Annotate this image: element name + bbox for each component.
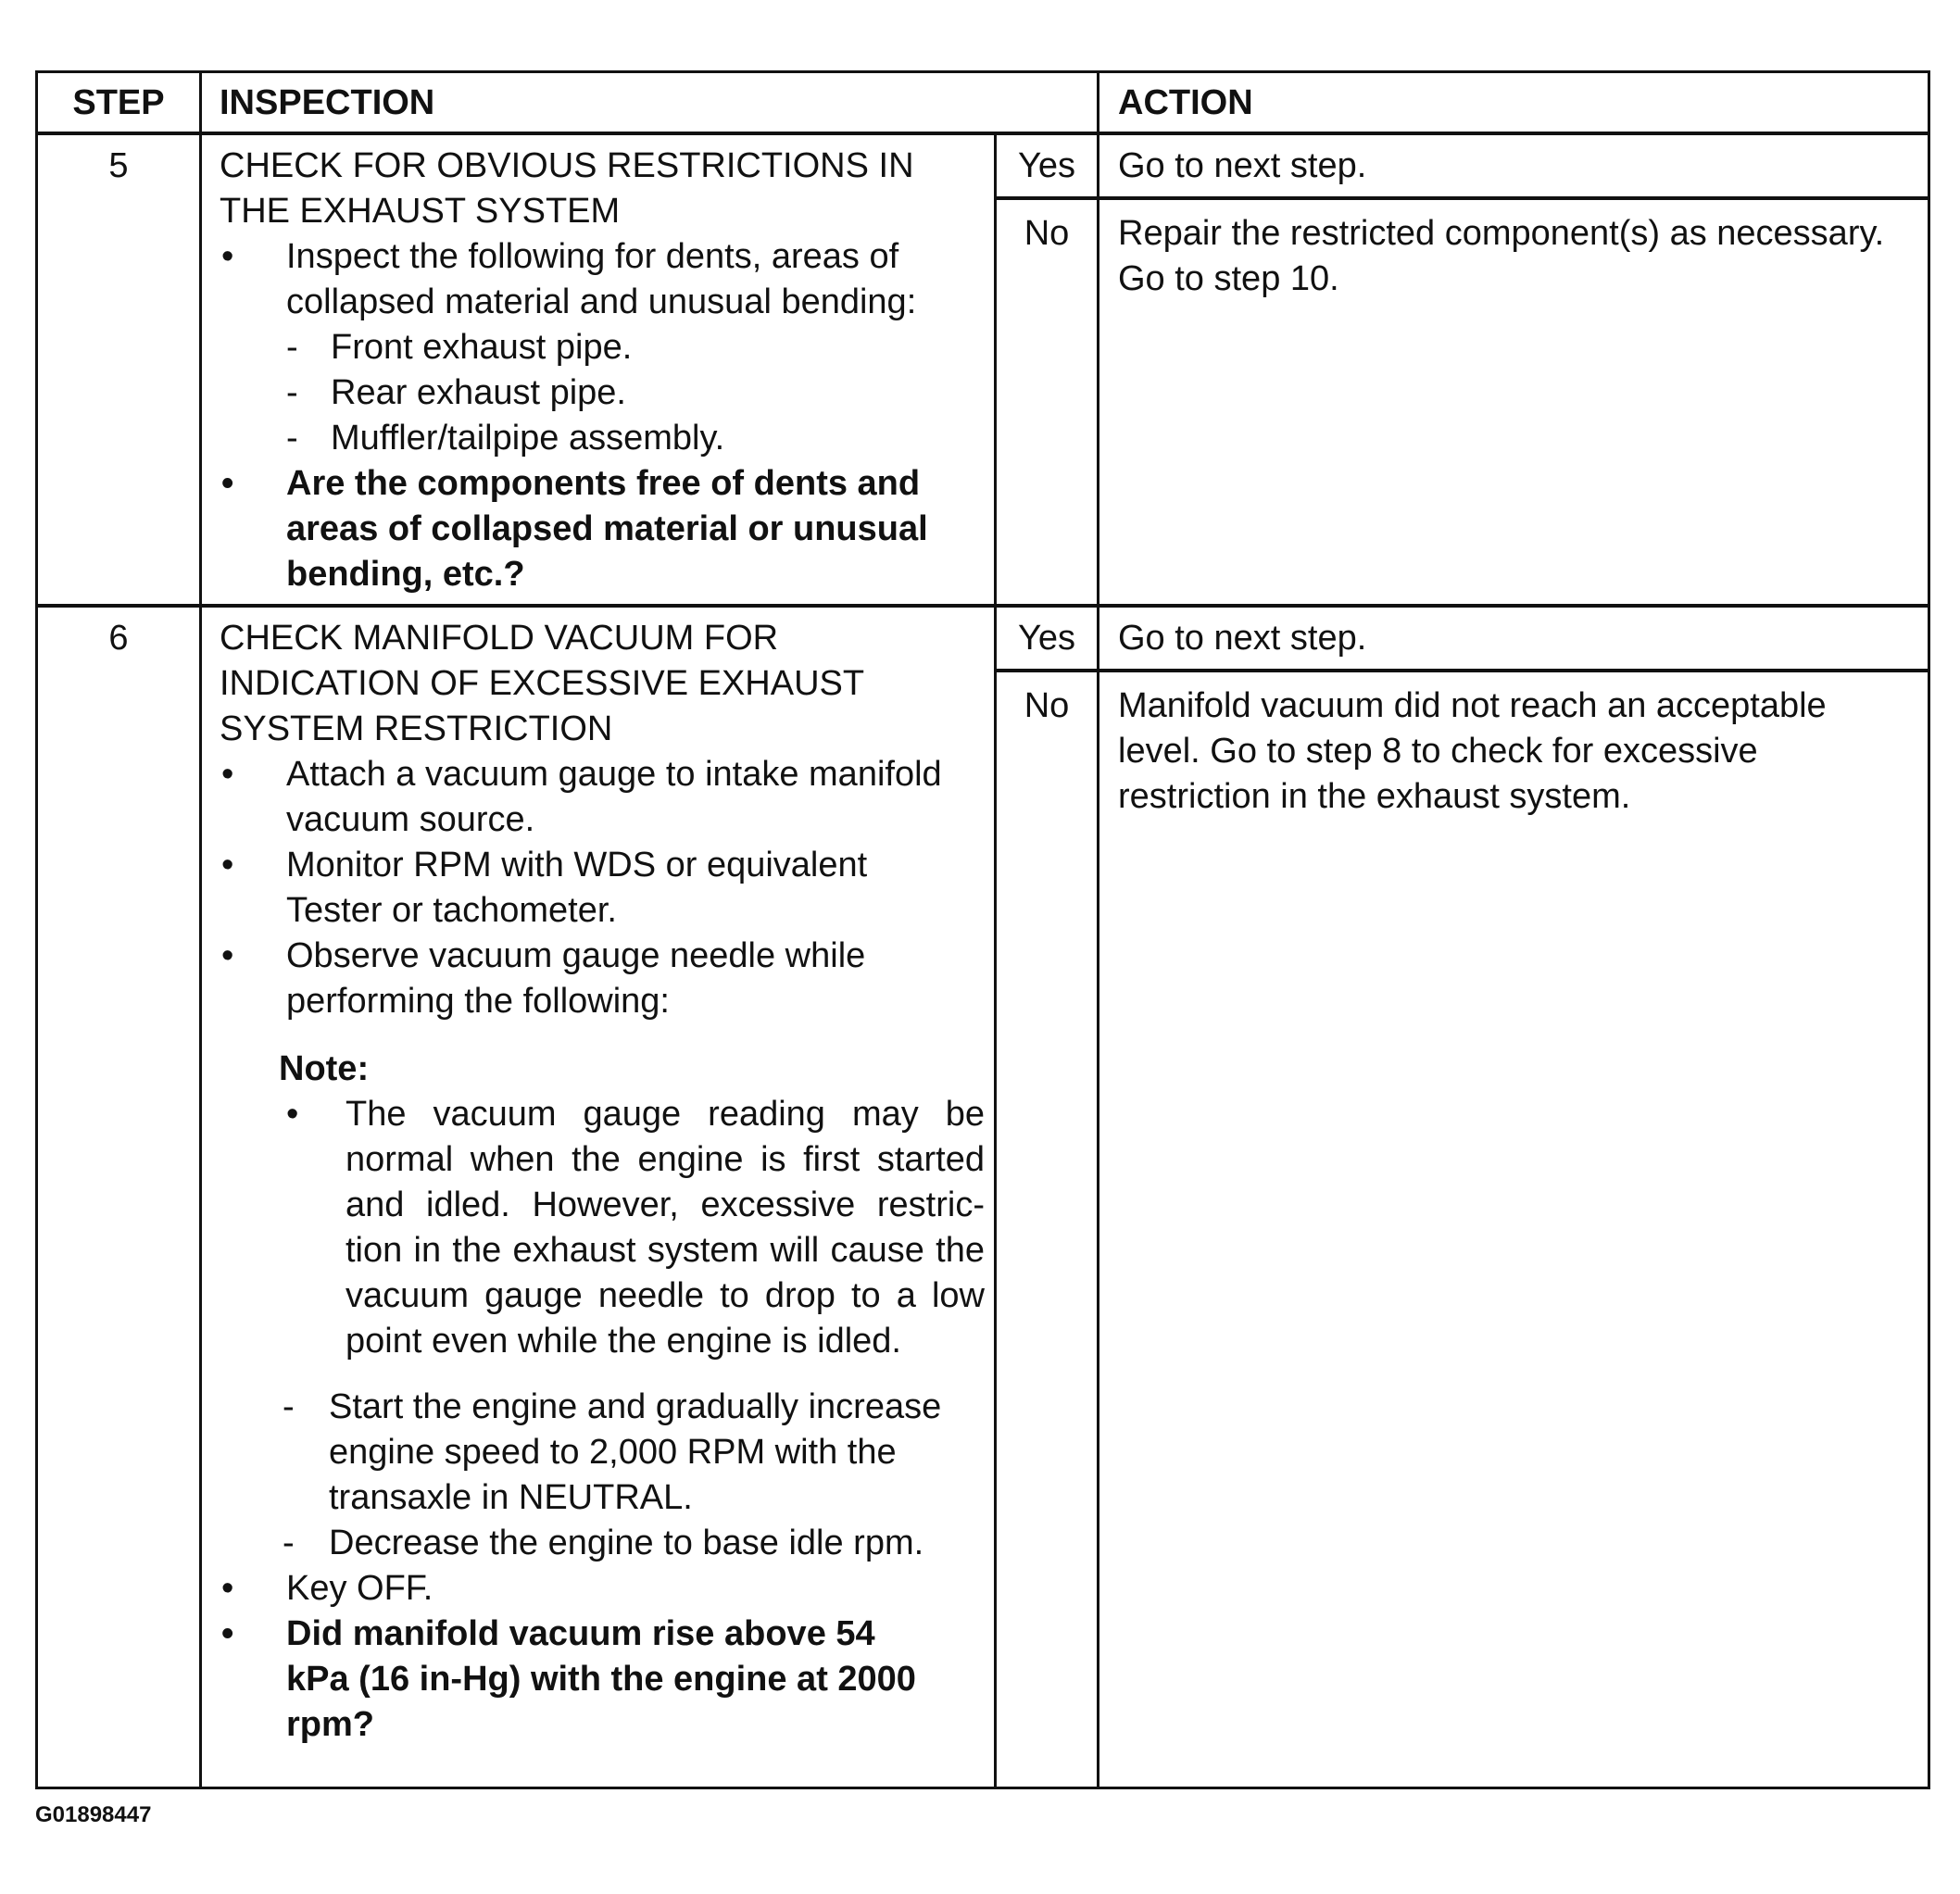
step-6-title: CHECK MANIFOLD VACUUM FOR INDICATION OF EXCESSIVE EXHAUST SYSTEM RESTRICTION — [220, 619, 865, 748]
figure-id: G01898447 — [35, 1802, 152, 1827]
step-5-inspection — [220, 144, 988, 597]
list-item: • Inspect the following for dents, areas of collapsed material and unusual bending: — [220, 234, 988, 325]
note-block — [220, 1047, 988, 1364]
header-action: ACTION — [1118, 83, 1253, 122]
step-5-yes-action: Go to next step. — [1118, 146, 1367, 185]
step-6-yes-action: Go to next step. — [1118, 619, 1367, 658]
step-6-inspection — [220, 616, 988, 1748]
list-item: • Key OFF. — [220, 1566, 988, 1612]
list-item: - Front exhaust pipe. — [220, 325, 988, 370]
step-5-question: • Are the components free of dents and areas of collapsed material or unusual bending, etc.? — [220, 461, 988, 597]
list-item: - Decrease the engine to base idle rpm. — [220, 1521, 988, 1566]
header-inspection: INSPECTION — [220, 83, 435, 122]
step-6-no-label: No — [1024, 686, 1070, 725]
header-step: STEP — [72, 83, 165, 122]
rule-inspection-col — [994, 134, 997, 1787]
step-6-question: • Did manifold vacuum rise above 54 kPa (16 in-Hg) with the engine at 2000 rpm? — [220, 1612, 988, 1748]
step-number: 6 — [108, 619, 129, 658]
list-item: • Attach a vacuum gauge to intake manifold vacuum source. — [220, 752, 988, 843]
list-item: - Muffler/tailpipe assembly. — [220, 416, 988, 461]
list-item: • Monitor RPM with WDS or equivalent Tester or tachometer. — [220, 843, 988, 934]
step-5-yes-label: Yes — [1018, 146, 1075, 185]
rule-step5-bottom — [38, 604, 1928, 608]
list-item: - Start the engine and gradually increase engine speed to 2,000 RPM with the transaxle in NEUTRAL. — [220, 1385, 988, 1521]
rule-answer-col — [1097, 73, 1099, 1787]
step-5-title: CHECK FOR OBVIOUS RESTRICTIONS IN THE EXHAUST SYSTEM — [220, 146, 914, 231]
list-item: - Rear exhaust pipe. — [220, 370, 988, 416]
step-6-no-action: Manifold vacuum did not reach an acceptable level. Go to step 8 to check for excessive restriction in the exhaust system. — [1118, 686, 1827, 816]
note-label: Note: — [279, 1049, 370, 1088]
rule-step6-yes-no — [994, 669, 1928, 672]
step-5-no-action: Repair the restricted component(s) as necessary. Go to step 10. — [1118, 214, 1885, 298]
rule-step5-yes-no — [994, 196, 1928, 200]
list-item: • Observe vacuum gauge needle while performing the following: — [220, 934, 988, 1024]
rule-step-col — [199, 73, 202, 1787]
step-6-yes-label: Yes — [1018, 619, 1075, 658]
step-5-no-label: No — [1024, 214, 1070, 253]
step-number: 5 — [108, 146, 129, 185]
diagnostic-table — [35, 70, 1930, 1789]
note-text: • The vacuum gauge reading may be normal when the engine is first started and idled. However, excessive restric-tion in the exhaust system will cause the vacuum gauge needle to drop to a low point even while the engine is idled. — [279, 1092, 988, 1364]
rule-header-bottom — [38, 132, 1928, 135]
